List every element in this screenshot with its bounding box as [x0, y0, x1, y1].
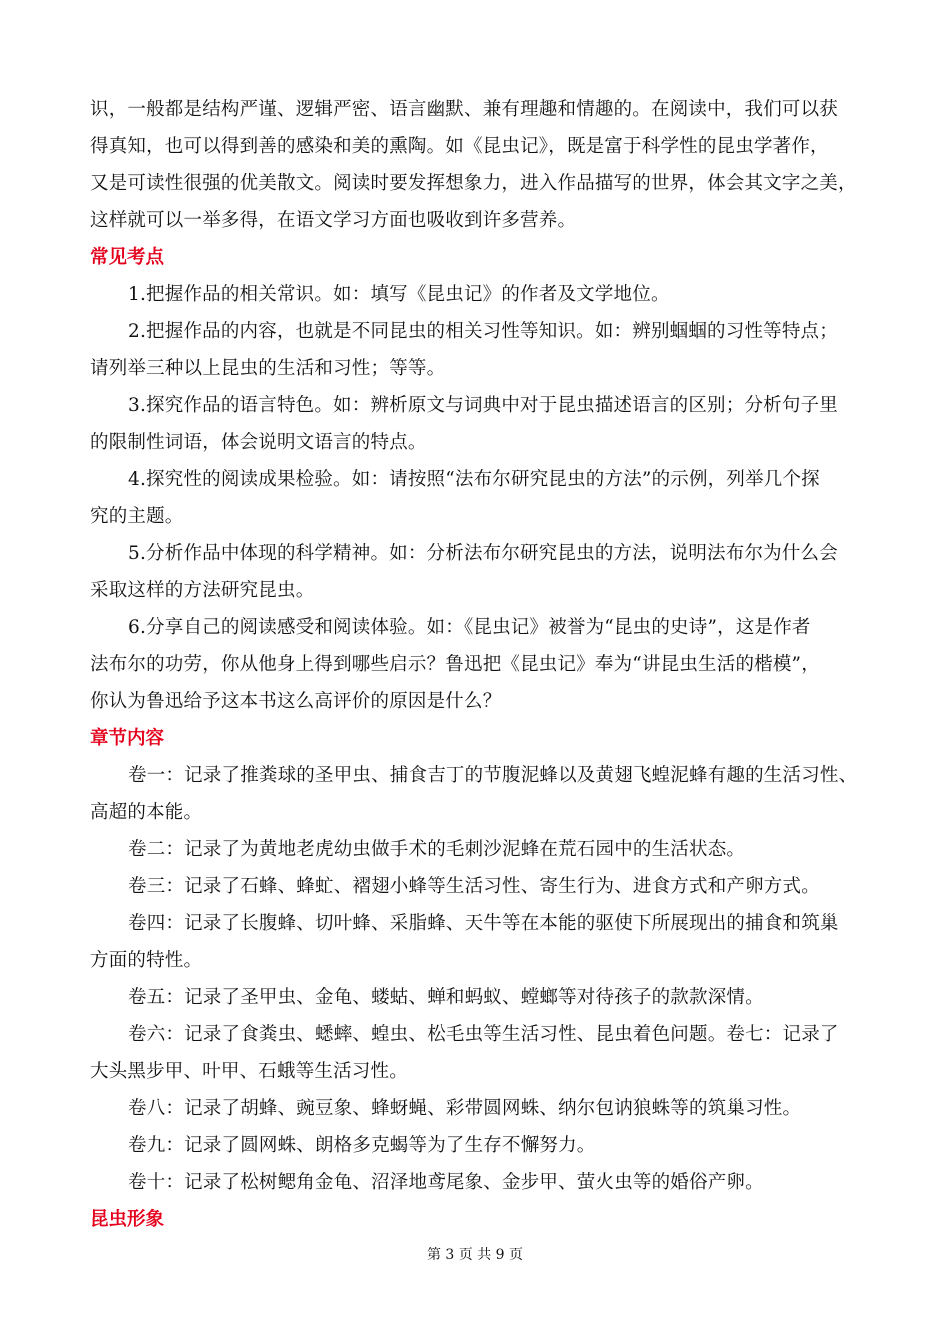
chapter-volume-6-7: [90, 1016, 862, 1090]
text-line: 得真知，也可以得到善的感染和美的熏陶。如《昆虫记》，既是富于科学性的昆虫学著作，: [90, 136, 829, 157]
text-line: 卷五：记录了圣甲虫、金龟、蝼蛄、蝉和蚂蚁、螳螂等对待孩子的款款深情。: [128, 987, 764, 1008]
exam-point-5: [90, 535, 862, 609]
section-heading-insect-images: 昆虫形象: [90, 1209, 165, 1230]
text-line: 方面的特性。: [90, 950, 203, 971]
text-line: 高超的本能。: [90, 802, 203, 823]
exam-point-4: [90, 461, 862, 535]
chapter-volume-5: [90, 979, 862, 1016]
text-line: 这样就可以一举多得，在语文学习方面也吸收到许多营养。: [90, 210, 577, 231]
text-line: 卷三：记录了石蜂、蜂虻、褶翅小蜂等生活习性、寄生行为、进食方式和产卵方式。: [128, 876, 820, 897]
text-line: 卷一：记录了推粪球的圣甲虫、捕食吉丁的节腹泥蜂以及黄翅飞蝗泥蜂有趣的生活习性、: [128, 765, 858, 786]
page-number-footer: 第 3 页 共 9 页: [426, 1247, 524, 1263]
chapter-volume-3: [90, 868, 862, 905]
text-line: 5.分析作品中体现的科学精神。如：分析法布尔研究昆虫的方法，说明法布尔为什么会: [128, 543, 838, 564]
exam-point-6: [90, 609, 862, 720]
intro-paragraph: [90, 91, 862, 239]
text-line: 你认为鲁迅给予这本书这么高评价的原因是什么？: [90, 691, 502, 712]
text-line: 识，一般都是结构严谨、逻辑严密、语言幽默、兼有理趣和情趣的。在阅读中，我们可以获: [90, 99, 839, 120]
section-heading-exam-points: 常见考点: [90, 247, 165, 268]
text-line: 卷四：记录了长腹蜂、切叶蜂、采脂蜂、天牛等在本能的驱使下所展现出的捕食和筑巢: [128, 913, 839, 934]
text-line: 的限制性词语，体会说明文语言的特点。: [90, 432, 427, 453]
text-line: 卷九：记录了圆网蛛、朗格多克蝎等为了生存不懈努力。: [128, 1135, 596, 1156]
text-line: 1.把握作品的相关常识。如：填写《昆虫记》的作者及文学地位。: [128, 284, 670, 305]
text-line: 大头黑步甲、叶甲、石蛾等生活习性。: [90, 1061, 408, 1082]
chapter-volume-1: [90, 757, 862, 831]
document-page: [90, 91, 862, 1238]
text-line: 6.分享自己的阅读感受和阅读体验。如：《昆虫记》被誉为“昆虫的史诗”，这是作者: [128, 617, 811, 638]
text-line: 又是可读性很强的优美散文。阅读时要发挥想象力，进入作品描写的世界，体会其文字之美，: [90, 173, 857, 194]
text-line: 卷六：记录了食粪虫、蟋蟀、蝗虫、松毛虫等生活习性、昆虫着色问题。卷七：记录了: [128, 1024, 839, 1045]
chapter-volume-4: [90, 905, 862, 979]
text-line: 3.探究作品的语言特色。如：辨析原文与词典中对于昆虫描述语言的区别；分析句子里: [128, 395, 838, 416]
text-line: 2.把握作品的内容，也就是不同昆虫的相关习性等知识。如：辨别蝈蝈的习性等特点；: [128, 321, 838, 342]
chapter-volume-9: [90, 1127, 862, 1164]
chapter-volume-10: [90, 1164, 862, 1201]
chapter-volume-8: [90, 1090, 862, 1127]
text-line: 法布尔的功劳，你从他身上得到哪些启示？鲁迅把《昆虫记》奉为“讲昆虫生活的楷模”，: [90, 654, 820, 675]
text-line: 卷八：记录了胡蜂、豌豆象、蜂蚜蝇、彩带圆网蛛、纳尔包讷狼蛛等的筑巢习性。: [128, 1098, 802, 1119]
exam-point-2: [90, 313, 862, 387]
text-line: 请列举三种以上昆虫的生活和习性；等等。: [90, 358, 446, 379]
exam-point-1: [90, 276, 862, 313]
section-heading-chapter-content: 章节内容: [90, 728, 165, 749]
text-line: 卷十：记录了松树鳃角金龟、沼泽地鸢尾象、金步甲、萤火虫等的婚俗产卵。: [128, 1172, 764, 1193]
text-line: 卷二：记录了为黄地老虎幼虫做手术的毛刺沙泥蜂在荒石园中的生活状态。: [128, 839, 746, 860]
text-line: 4.探究性的阅读成果检验。如：请按照“法布尔研究昆虫的方法”的示例，列举几个探: [128, 469, 820, 490]
exam-point-3: [90, 387, 862, 461]
chapter-volume-2: [90, 831, 862, 868]
text-line: 采取这样的方法研究昆虫。: [90, 580, 315, 601]
text-line: 究的主题。: [90, 506, 184, 527]
